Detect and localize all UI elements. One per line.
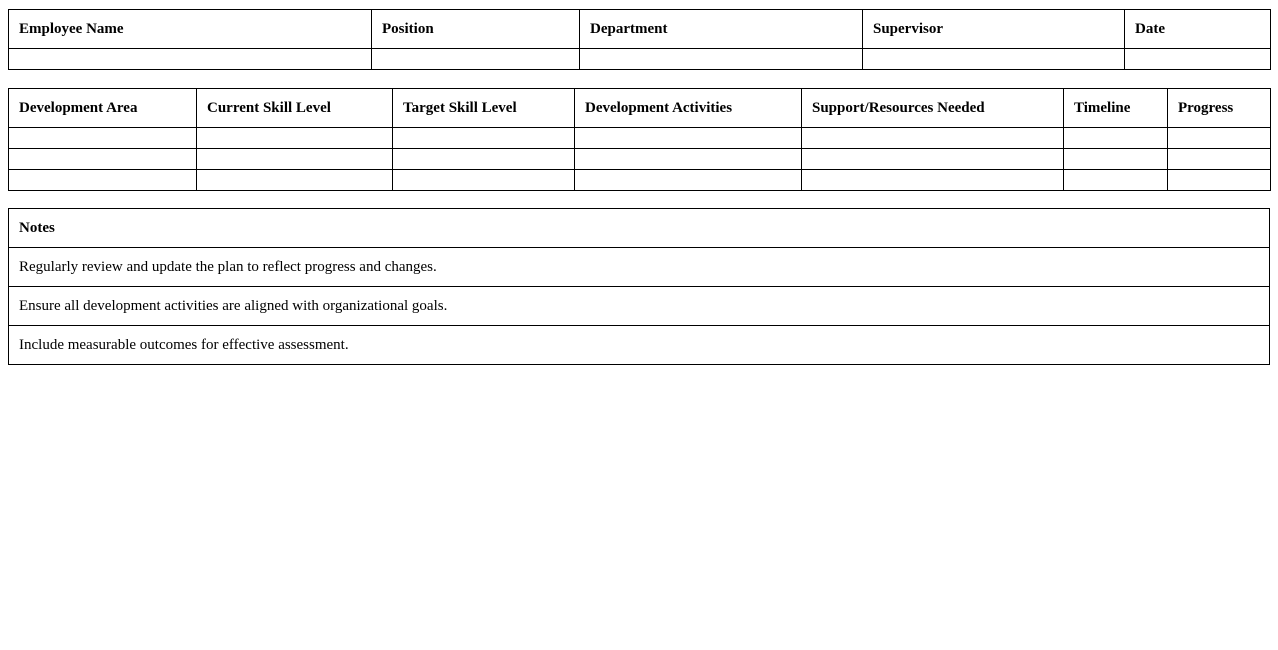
column-header-department: Department — [580, 10, 863, 49]
current-skill-level-cell[interactable] — [197, 128, 393, 149]
progress-cell[interactable] — [1168, 170, 1271, 191]
development-area-cell[interactable] — [9, 170, 197, 191]
employee-name-cell[interactable] — [9, 49, 372, 70]
development-area-cell[interactable] — [9, 128, 197, 149]
note-item: Regularly review and update the plan to reflect progress and changes. — [9, 248, 1270, 287]
column-header-date: Date — [1125, 10, 1271, 49]
current-skill-level-cell[interactable] — [197, 170, 393, 191]
table-row — [9, 248, 1270, 287]
column-header-target-skill-level: Target Skill Level — [393, 89, 575, 128]
notes-table — [8, 208, 1270, 365]
date-cell[interactable] — [1125, 49, 1271, 70]
target-skill-level-cell[interactable] — [393, 128, 575, 149]
table-row — [9, 128, 1271, 149]
column-header-supervisor: Supervisor — [863, 10, 1125, 49]
development-activities-cell[interactable] — [575, 149, 802, 170]
table-row — [9, 49, 1271, 70]
current-skill-level-cell[interactable] — [197, 149, 393, 170]
column-header-employee-name: Employee Name — [9, 10, 372, 49]
notes-header-row — [9, 209, 1270, 248]
note-item: Include measurable outcomes for effective assessment. — [9, 326, 1270, 365]
target-skill-level-cell[interactable] — [393, 170, 575, 191]
column-header-current-skill-level: Current Skill Level — [197, 89, 393, 128]
progress-cell[interactable] — [1168, 128, 1271, 149]
column-header-position: Position — [372, 10, 580, 49]
development-activities-cell[interactable] — [575, 170, 802, 191]
timeline-cell[interactable] — [1064, 170, 1168, 191]
supervisor-cell[interactable] — [863, 49, 1125, 70]
target-skill-level-cell[interactable] — [393, 149, 575, 170]
development-plan-header-row — [9, 89, 1271, 128]
table-row — [9, 287, 1270, 326]
column-header-development-area: Development Area — [9, 89, 197, 128]
development-activities-cell[interactable] — [575, 128, 802, 149]
table-row — [9, 149, 1271, 170]
support-resources-cell[interactable] — [802, 128, 1064, 149]
support-resources-cell[interactable] — [802, 170, 1064, 191]
column-header-development-activities: Development Activities — [575, 89, 802, 128]
department-cell[interactable] — [580, 49, 863, 70]
development-plan-table — [8, 88, 1271, 191]
table-row — [9, 326, 1270, 365]
development-area-cell[interactable] — [9, 149, 197, 170]
position-cell[interactable] — [372, 49, 580, 70]
note-item: Ensure all development activities are aligned with organizational goals. — [9, 287, 1270, 326]
column-header-progress: Progress — [1168, 89, 1271, 128]
column-header-support-resources-needed: Support/Resources Needed — [802, 89, 1064, 128]
timeline-cell[interactable] — [1064, 128, 1168, 149]
employee-info-table — [8, 9, 1271, 70]
employee-info-header-row — [9, 10, 1271, 49]
timeline-cell[interactable] — [1064, 149, 1168, 170]
column-header-timeline: Timeline — [1064, 89, 1168, 128]
table-row — [9, 170, 1271, 191]
notes-header: Notes — [9, 209, 1270, 248]
progress-cell[interactable] — [1168, 149, 1271, 170]
support-resources-cell[interactable] — [802, 149, 1064, 170]
